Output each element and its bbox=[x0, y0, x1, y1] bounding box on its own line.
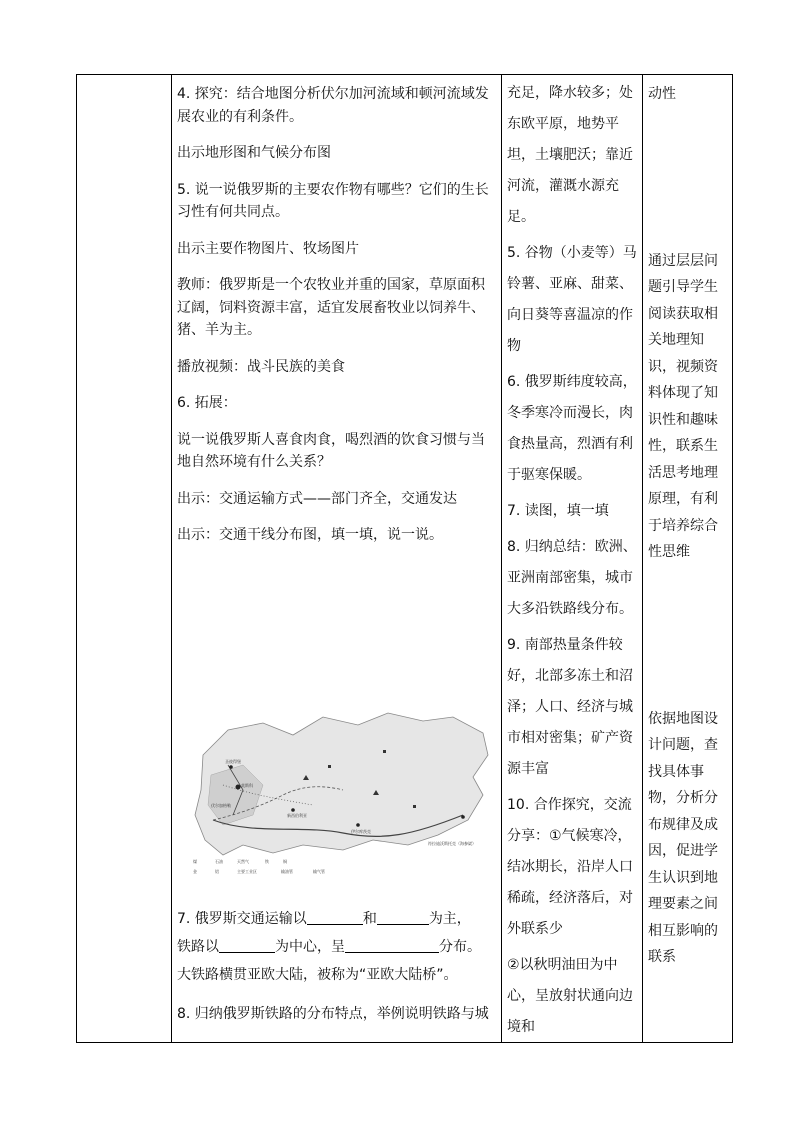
legend-label: 铜 bbox=[283, 859, 287, 864]
q7-text: 大铁路横贯亚欧大陆，被称为“亚欧大陆桥”。 bbox=[177, 967, 458, 983]
q7-text: 和 bbox=[362, 911, 377, 927]
map-label: 圣彼得堡 bbox=[225, 759, 241, 764]
paragraph: ②以秋明油田为中心，呈放射状通向边境和 bbox=[507, 957, 633, 1035]
paragraph: 6. 俄罗斯纬度较高，冬季寒冷而漫长，肉食热量高，烈酒有利于驱寒保暖。 bbox=[507, 374, 637, 483]
legend-label: 天然气 bbox=[237, 859, 249, 864]
question-7 bbox=[177, 905, 495, 1026]
stage-column bbox=[77, 75, 171, 1042]
paragraph: 5. 说一说俄罗斯的主要农作物有哪些？它们的生长习性有何共同点。 bbox=[177, 181, 489, 220]
q7-text: 铁路以 bbox=[177, 939, 219, 955]
answer-blank[interactable] bbox=[219, 938, 275, 953]
paragraph: 5. 谷物（小麦等）马铃薯、亚麻、甜菜、向日葵等喜温凉的作物 bbox=[507, 245, 637, 354]
q7-text: 分布。 bbox=[439, 939, 481, 955]
teacher-activity-column bbox=[177, 75, 495, 1042]
paragraph: 出示主要作物图片、牧场图片 bbox=[177, 240, 359, 257]
legend-label: 主要工业区 bbox=[237, 869, 257, 874]
legend-label: 输油管 bbox=[281, 869, 293, 874]
paragraph: 10. 合作探究，交流分享：①气候寒冷，结冰期长，沿岸人口稀疏，经济落后，对外联系少 bbox=[507, 797, 633, 937]
legend-label: 金 bbox=[193, 869, 197, 874]
paragraph: 动性 bbox=[648, 86, 676, 102]
paragraph: 9. 南部热量条件较好，北部多冻土和沼泽；人口、经济与城市相对密集；矿产资源丰富 bbox=[507, 637, 633, 777]
paragraph: 教师：俄罗斯是一个农牧业并重的国家，草原面积辽阔，饲料资源丰富，适宜发展畜牧业以饲养牛、猪、羊为主。 bbox=[177, 277, 485, 338]
q7-text: 7. 俄罗斯交通运输以 bbox=[177, 911, 307, 927]
paragraph: 出示：交通运输方式——部门齐全，交通发达 bbox=[177, 490, 457, 507]
map-label: 符拉迪沃斯托克（海参崴） bbox=[428, 841, 476, 846]
lesson-plan-table bbox=[76, 74, 733, 1043]
paragraph: 充足，降水较多；处东欧平原，地势平坦，土壤肥沃；靠近河流，灌溉水源充足。 bbox=[507, 85, 633, 225]
student-activity-column bbox=[507, 75, 639, 1042]
answer-blank[interactable] bbox=[307, 910, 363, 925]
paragraph: 通过层层问题引导学生阅读获取相关地理知识，视频资料体现了知识性和趣味性，联系生活思考地理原理，有利于培养综合性思维 bbox=[648, 252, 718, 560]
column-divider bbox=[501, 75, 502, 1042]
legend-label: 输气管 bbox=[313, 869, 325, 874]
paragraph: 出示地形图和气候分布图 bbox=[177, 145, 331, 161]
legend-label: 铝 bbox=[215, 869, 219, 874]
legend-label: 铁 bbox=[265, 859, 269, 864]
column-divider bbox=[642, 75, 643, 1042]
paragraph: 7. 读图，填一填 bbox=[507, 503, 609, 519]
paragraph: 6. 拓展： bbox=[177, 395, 237, 411]
answer-blank[interactable] bbox=[377, 910, 429, 925]
q7-text: 为中心，呈 bbox=[275, 939, 345, 955]
design-intent-column bbox=[648, 75, 730, 1042]
paragraph: 4. 探究：结合地图分析伏尔加河流域和顿河流域发展农业的有利条件。 bbox=[177, 86, 489, 125]
paragraph: 播放视频：战斗民族的美食 bbox=[177, 358, 345, 375]
map-label: 伏尔加格勒 bbox=[211, 803, 231, 808]
map-label: 莫斯科 bbox=[241, 783, 253, 788]
legend-label: 煤 bbox=[193, 859, 197, 864]
paragraph: 依据地图设计问题，查找具体事物，分析分布规律及成因，促进学生认识到地理要素之间相互影响的联系 bbox=[648, 710, 718, 965]
russia-map-illustration bbox=[183, 695, 493, 887]
column-divider bbox=[171, 75, 172, 1042]
map-label: 伊尔库茨克 bbox=[351, 829, 371, 834]
paragraph: 说一说俄罗斯人喜食肉食，喝烈酒的饮食习惯与当地自然环境有什么关系？ bbox=[177, 431, 485, 470]
legend-label: 石油 bbox=[215, 859, 223, 864]
question-8: 8. 归纳俄罗斯铁路的分布特点，举例说明铁路与城 bbox=[177, 1006, 489, 1022]
q7-text: 为主， bbox=[428, 911, 471, 927]
answer-blank[interactable] bbox=[345, 938, 439, 953]
paragraph: 出示：交通干线分布图，填一填，说一说。 bbox=[177, 527, 443, 543]
transport-map bbox=[183, 695, 493, 887]
paragraph: 8. 归纳总结：欧洲、亚洲南部密集，城市大多沿铁路线分布。 bbox=[507, 539, 637, 617]
map-label: 新西伯利亚 bbox=[287, 813, 307, 818]
